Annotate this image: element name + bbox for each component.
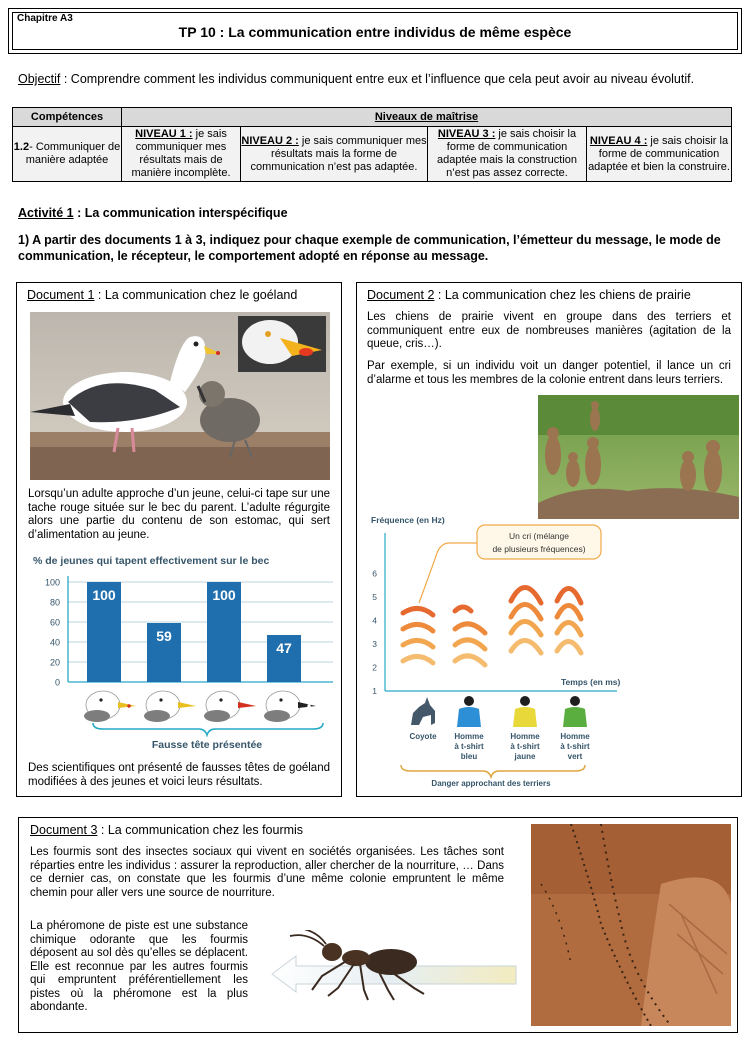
doc2-para2: Par exemple, si un individu voit un danger potentiel, il lance un cri d’alarme et tous les membres de la colonie entrent dans leurs terriers. bbox=[367, 360, 731, 386]
bar-value-label: 59 bbox=[156, 628, 172, 644]
document-1 bbox=[16, 282, 342, 797]
levels-header: Niveaux de maîtrise bbox=[122, 108, 732, 127]
fake-head-3 bbox=[204, 691, 256, 722]
person-yellow-icon bbox=[513, 696, 537, 727]
y-tick-label: 40 bbox=[49, 637, 60, 648]
document-2 bbox=[356, 282, 742, 797]
x-axis-brace bbox=[93, 723, 323, 735]
x-axis-label: Fausse tête présentée bbox=[151, 739, 263, 751]
spectrogram-chart bbox=[365, 511, 735, 791]
spectro-y-ticks bbox=[372, 569, 377, 697]
prairie-dog-photo bbox=[538, 395, 739, 519]
fake-head-1 bbox=[84, 691, 136, 722]
spectro-x-label: Temps (en ms) bbox=[561, 677, 621, 687]
doc2-title: Document 2 : La communication chez les chiens de prairie bbox=[367, 288, 691, 302]
ant-trail-photo bbox=[531, 824, 731, 1026]
y-tick-label: 80 bbox=[49, 597, 60, 608]
doc1-title: Document 1 : La communication chez le goéland bbox=[27, 288, 298, 302]
objective bbox=[18, 72, 694, 86]
call-1-coyote bbox=[403, 608, 433, 663]
call-4-green bbox=[557, 588, 581, 653]
spectro-category-label: à t-shirt bbox=[510, 742, 540, 751]
spectro-category-label: à t-shirt bbox=[560, 742, 590, 751]
level-3-cell: NIVEAU 3 : je sais choisir la forme de communication adaptée mais la construction n’est pas assez correcte. bbox=[428, 127, 587, 182]
page-title: TP 10 : La communication entre individus de même espèce bbox=[178, 24, 572, 40]
fake-head-4 bbox=[264, 691, 316, 722]
bar-value-label: 100 bbox=[212, 587, 236, 603]
objective-text: : Comprendre comment les individus communiquent entre eux et l’influence que cela peut avoir au niveau évolutif. bbox=[60, 72, 695, 86]
level-1-cell: NIVEAU 1 : je sais communiquer mes résultats mais de manière incomplète. bbox=[122, 127, 241, 182]
spectro-category-label: Coyote bbox=[409, 732, 437, 741]
bar-value-label: 100 bbox=[92, 587, 116, 603]
spectro-y-tick: 3 bbox=[372, 639, 377, 649]
spectro-y-tick: 2 bbox=[372, 662, 377, 673]
spectro-category-label: Homme bbox=[454, 732, 484, 741]
spectro-y-label: Fréquence (en Hz) bbox=[371, 515, 445, 525]
spectro-category-label: jaune bbox=[514, 752, 536, 761]
doc1-text: Lorsqu’un adulte approche d’un jeune, celui-ci tape sur une tache rouge située sur le bec du parent. L’adulte régurgite alors une partie du contenu de son estomac, qui sert d’alimentation au jeune. bbox=[28, 488, 330, 541]
y-tick-label: 20 bbox=[49, 657, 60, 668]
ant-illustration bbox=[268, 930, 518, 1004]
skills-header: Compétences bbox=[13, 108, 122, 127]
spectro-y-tick: 4 bbox=[372, 615, 377, 626]
question-1: 1) A partir des documents 1 à 3, indiquez pour chaque exemple de communication, l’émetteur du message, le mode de communication, le récepteur, le comportement adopté en réponse au message. bbox=[18, 233, 721, 263]
spectro-category-label: bleu bbox=[460, 752, 478, 761]
call-3-yellow bbox=[511, 587, 541, 653]
fake-head-2 bbox=[144, 691, 196, 722]
spectro-category-label: à t-shirt bbox=[454, 742, 484, 751]
person-blue-icon bbox=[457, 696, 481, 727]
activity-heading: Activité 1 : La communication interspécifique bbox=[18, 206, 288, 220]
gull-photo bbox=[30, 312, 330, 480]
document-3 bbox=[18, 817, 738, 1033]
y-tick-label: 100 bbox=[44, 577, 60, 588]
bars bbox=[87, 582, 301, 682]
spectro-categories bbox=[409, 732, 590, 761]
bar-chart bbox=[23, 548, 338, 754]
call-2-blue bbox=[455, 607, 485, 665]
annotation-line-1: Un cri (mélange bbox=[509, 531, 569, 541]
danger-brace bbox=[401, 765, 585, 777]
doc2-para1: Les chiens de prairie vivent en groupe dans des terriers et communiquent entre eux de nombreuses manières (agitation de la queue, cris…). bbox=[367, 311, 731, 350]
objective-label: Objectif bbox=[18, 72, 61, 86]
fake-heads bbox=[84, 691, 316, 722]
doc1-caption: Des scientifiques ont présenté de fausses têtes de goéland modifiées à des jeunes et voici leurs résultats. bbox=[28, 762, 330, 788]
level-4-cell: NIVEAU 4 : je sais choisir la forme de communication adaptée et bien la construire. bbox=[587, 127, 732, 182]
spectro-category-label: vert bbox=[567, 752, 583, 761]
ant-icon bbox=[290, 930, 424, 1000]
spectro-y-tick: 6 bbox=[372, 568, 377, 579]
spectro-y-tick: 5 bbox=[372, 592, 377, 602]
spectro-category-label: Homme bbox=[510, 732, 540, 741]
y-axis-ticks bbox=[45, 578, 60, 688]
chart-title: % de jeunes qui tapent effectivement sur le bec bbox=[33, 555, 270, 567]
skills-table bbox=[12, 107, 732, 182]
level-2-cell: NIVEAU 2 : je sais communiquer mes résultats mais la forme de communication n’est pas adaptée. bbox=[241, 127, 428, 182]
danger-label: Danger approchant des terriers bbox=[431, 779, 551, 788]
doc3-para1: Les fourmis sont des insectes sociaux qui vivent en sociétés organisées. Les tâches sont réparties entre les individus : assurer la reproduction, aller chercher de la nourriture, … Dans ce dernier cas, on constate que les fourmis d’une même colonie empruntent le même chemin pour aller vers une source de nourriture. bbox=[30, 846, 504, 899]
skill-cell: 1.2- Communiquer de manière adaptée bbox=[13, 127, 122, 182]
spectro-category-label: Homme bbox=[560, 732, 590, 741]
doc3-title: Document 3 : La communication chez les fourmis bbox=[30, 823, 304, 837]
spectro-y-tick: 1 bbox=[372, 686, 377, 696]
coyote-icon bbox=[411, 697, 435, 725]
bar-value-label: 47 bbox=[276, 640, 292, 656]
y-tick-label: 0 bbox=[54, 677, 60, 688]
person-green-icon bbox=[563, 696, 587, 727]
doc3-para2: La phéromone de piste est une substance chimique odorante que les fourmis déposent au sol dès qu’elles se déplacent. Elle est reconnue par les autres fourmis qui empruntent préférentiellement les pistes où la phéromone est la plus abondante. bbox=[30, 920, 248, 1013]
chapter-label: Chapitre A3 bbox=[17, 13, 73, 24]
annotation-line-2: de plusieurs fréquences) bbox=[492, 544, 586, 554]
y-tick-label: 60 bbox=[49, 617, 60, 628]
